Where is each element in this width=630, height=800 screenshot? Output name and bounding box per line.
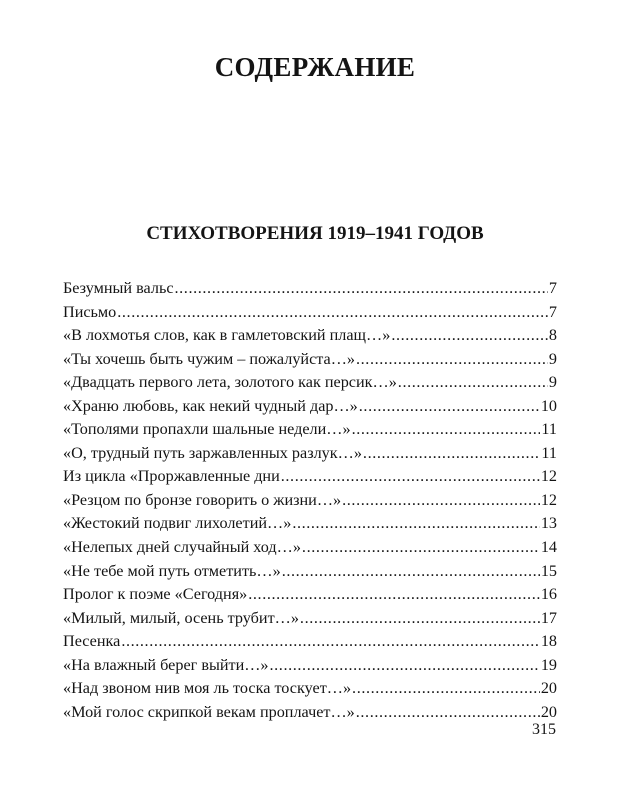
toc-entry-title: «В лохмотья слов, как в гамлетовский плащ…» (63, 326, 391, 345)
toc-entry-title: «На влажный берег выйти…» (63, 655, 269, 674)
toc-entry-title: Песенка (63, 632, 121, 651)
dot-leader (300, 607, 540, 631)
toc-entry[interactable] (63, 701, 557, 725)
page-number: 315 (532, 721, 556, 738)
toc-entry-page: 8 (548, 326, 557, 345)
toc-entry-title: «Мой голос скрипкой векам проплачет…» (63, 702, 355, 721)
dot-leader (342, 489, 540, 513)
dot-leader (352, 677, 540, 701)
toc-entry-title: «Резцом по бронзе говорить о жизни…» (63, 490, 342, 509)
toc-entry-page: 10 (540, 396, 557, 415)
toc-entry-title: «Над звоном нив моя ль тоска тоскует…» (63, 679, 352, 698)
toc-entry-title: «Тополями пропахли шальные недели…» (63, 420, 351, 439)
toc-entry[interactable] (63, 630, 557, 654)
dot-leader (270, 654, 540, 678)
toc-entry[interactable] (63, 395, 557, 419)
toc-entry-title: «О, трудный путь заржавленных разлук…» (63, 443, 362, 462)
toc-entry[interactable] (63, 348, 557, 372)
toc-entry-title: «Ты хочешь быть чужим – пожалуйста…» (63, 349, 356, 368)
toc-entry[interactable] (63, 301, 557, 325)
toc-entry-page: 12 (540, 467, 557, 486)
dot-leader (391, 324, 548, 348)
toc-entry-title: «Не тебе мой путь отметить…» (63, 561, 281, 580)
dot-leader (282, 560, 540, 584)
dot-leader (356, 348, 548, 372)
toc-entry-title: «Жестокий подвиг лихолетий…» (63, 514, 292, 533)
toc-entry-title: «Нелепых дней случайный ход…» (63, 538, 301, 557)
dot-leader (281, 465, 540, 489)
toc-entry-page: 13 (540, 514, 557, 533)
toc-entry-title: «Милый, милый, осень трубит…» (63, 608, 299, 627)
toc-entry-title: Пролог к поэме «Сегодня» (63, 585, 248, 604)
toc-entry-title: «Храню любовь, как некий чудный дар…» (63, 396, 358, 415)
toc-entry-page: 17 (540, 608, 557, 627)
dot-leader (356, 701, 540, 725)
toc-entry-title: Письмо (63, 302, 117, 321)
section-title: СТИХОТВОРЕНИЯ 1919–1941 ГОДОВ (146, 223, 484, 244)
toc-entry[interactable] (63, 465, 557, 489)
toc-entry[interactable] (63, 677, 557, 701)
toc-entry[interactable] (63, 560, 557, 584)
toc-entry-page: 11 (541, 420, 557, 439)
table-of-contents (63, 277, 557, 724)
dot-leader (117, 301, 548, 325)
toc-entry-page: 7 (548, 302, 557, 321)
toc-entry[interactable] (63, 442, 557, 466)
toc-entry[interactable] (63, 489, 557, 513)
toc-entry[interactable] (63, 536, 557, 560)
dot-leader (292, 512, 540, 536)
toc-entry[interactable] (63, 418, 557, 442)
toc-entry-page: 20 (540, 679, 557, 698)
toc-entry-page: 20 (540, 702, 557, 721)
page-title: СОДЕРЖАНИЕ (214, 52, 416, 82)
toc-entry-page: 9 (548, 373, 557, 392)
toc-entry-page: 15 (540, 561, 557, 580)
toc-entry-page: 16 (540, 585, 557, 604)
toc-entry-page: 19 (540, 655, 557, 674)
dot-leader (121, 630, 539, 654)
dot-leader (352, 418, 541, 442)
toc-entry[interactable] (63, 277, 557, 301)
toc-entry-page: 7 (548, 279, 557, 297)
toc-entry-title: Безумный вальс (63, 279, 174, 297)
dot-leader (363, 442, 540, 466)
toc-entry-page: 11 (541, 443, 557, 462)
toc-entry-title: Из цикла «Проржавленные дни (63, 467, 280, 486)
dot-leader (398, 371, 548, 395)
toc-entry-title: «Двадцать первого лета, золотого как персик…» (63, 373, 397, 392)
toc-entry-page: 14 (540, 538, 557, 557)
toc-entry[interactable] (63, 583, 557, 607)
toc-entry[interactable] (63, 607, 557, 631)
toc-entry[interactable] (63, 324, 557, 348)
dot-leader (175, 277, 548, 301)
toc-entry-page: 9 (548, 349, 557, 368)
dot-leader (359, 395, 540, 419)
dot-leader (302, 536, 540, 560)
toc-entry[interactable] (63, 371, 557, 395)
dot-leader (248, 583, 540, 607)
toc-entry-page: 12 (540, 490, 557, 509)
toc-entry[interactable] (63, 654, 557, 678)
toc-entry-page: 18 (540, 632, 557, 651)
toc-entry[interactable] (63, 512, 557, 536)
